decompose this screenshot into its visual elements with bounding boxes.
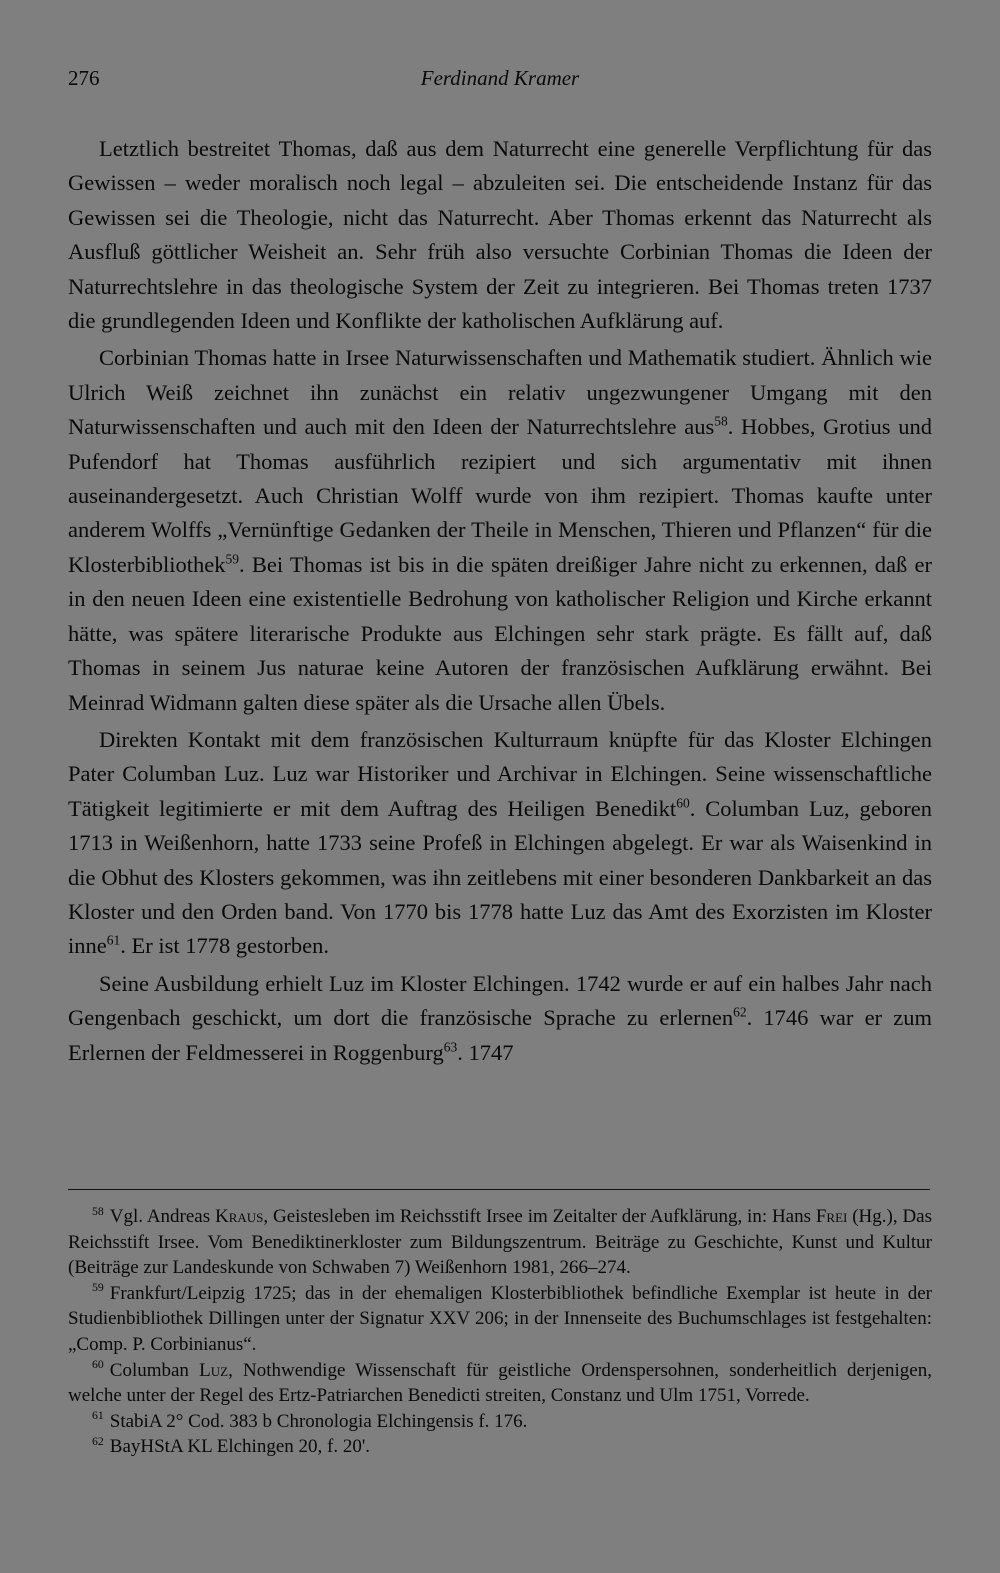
footnote-number: 59 [92,1281,104,1295]
book-page [68,0,932,1573]
footnote-text: , Nothwendige Wissenschaft für geistliche Ordenspersohnen, sonderheitlich derjenigen, welche unter der Regel des Ertz-Patriarchen Benedicti streiten, Constanz und Ulm 1751, Vorrede. [68,1359,932,1407]
footnote-divider [68,1189,930,1190]
footnote [68,1358,932,1409]
paragraph-text: . Er ist 1778 gestorben. [120,933,329,959]
footnote-number: 60 [92,1358,104,1372]
footnote-number: 62 [92,1435,104,1449]
footnote-text: Vgl. Andreas [109,1206,215,1227]
paragraph-text: . 1746 war er zum Erlernen der Feldmesserei in Roggenburg [68,1005,932,1065]
footnote [68,1434,932,1460]
footnotes [68,1204,932,1460]
paragraph-text: Corbinian Thomas hatte in Irsee Naturwissenschaften und Mathematik studiert. Ähnlich wie Ulrich Weiß zeichnet ihn zunächst ein relativ ungezwungener Umgang mit den Naturwissenschaften und auch mit den Ideen der Naturrechtslehre aus [68,345,932,440]
paragraph-text: . 1747 [457,1039,514,1065]
paragraph [68,132,932,338]
running-header [68,66,932,96]
paragraph-text: . Columban Luz, geboren 1713 in Weißenhorn, hatte 1733 seine Profeß in Elchingen abgelegt. Er war als Waisenkind in die Obhut des Klosters gekommen, was ihn zeitlebens mit einer besonderen Dankbarkeit an das Kloster und den Orden band. Von 1770 bis 1778 hatte Luz das Amt des Exorzisten im Kloster inne [68,795,932,959]
footnote-reference[interactable]: 62 [733,1004,747,1020]
footnote-reference[interactable]: 61 [106,932,121,948]
footnote-reference[interactable]: 58 [714,413,728,429]
paragraph [68,723,932,964]
author-name: Frei [815,1206,848,1227]
footnote [68,1409,932,1435]
footnote-text: (Hg.), Das Reichsstift Irsee. Vom Benediktinerkloster zum Bildungszentrum. Beiträge zu Geschichte, Kunst und Kultur (Beiträge zur Landeskunde von Schwaben 7) Weißenhorn 1981, 266–274. [68,1206,932,1279]
footnote-number: 58 [92,1204,104,1218]
footnote-text: BayHStA KL Elchingen 20, f. 20'. [109,1436,371,1458]
footnote-reference[interactable]: 63 [443,1039,458,1055]
footnote-number: 61 [92,1409,104,1423]
paragraph-text: Direkten Kontakt mit dem französischen Kulturraum knüpfte für das Kloster Elchingen Pater Columban Luz. Luz war Historiker und Archivar in Elchingen. Seine wissenschaftliche Tätigkeit legitimierte er mit dem Auftrag des Heiligen Benedikt [68,726,932,821]
paragraph [68,341,932,719]
paragraph-text: . Hobbes, Grotius und Pufendorf hat Thomas ausführlich rezipiert und sich argumentativ mit ihnen auseinandergesetzt. Auch Christian Wolff wurde von ihm rezipiert. Thomas kaufte unter anderem Wolffs „Vernünftige Gedanken der Theile in Menschen, Thieren und Pflanzen“ für die Klosterbibliothek [68,414,932,577]
footnote-text: StabiA 2° Cod. 383 b Chronologia Elchingensis f. 176. [109,1410,528,1432]
footnote [68,1204,932,1281]
footnote-reference[interactable]: 59 [225,551,239,567]
paragraph [68,967,932,1070]
author-name: Luz [199,1359,229,1381]
paragraph-text: Seine Ausbildung erhielt Luz im Kloster Elchingen. 1742 wurde er auf ein halbes Jahr nach Gengenbach geschickt, um dort die französische Sprache zu erlernen [68,970,932,1031]
footnote [68,1281,932,1358]
running-header-author: Ferdinand Kramer [420,66,580,90]
footnote-reference[interactable]: 60 [676,795,690,811]
footnote-text: Frankfurt/Leipzig 1725; das in der ehemaligen Klosterbibliothek befindliche Exemplar ist heute in der Studienbibliothek Dillingen unter der Signatur XXV 206; in der Innenseite des Buchumschlages ist festgehalten: „Comp. P. Corbinianus“. [68,1282,932,1355]
page-number: 276 [68,66,100,90]
paragraph-text: . Bei Thomas ist bis in die späten dreißiger Jahre nicht zu erkennen, daß er in den neuen Ideen eine existentielle Bedrohung von katholischer Religion und Kirche erkannt hätte, was spätere literarische Produkte aus Elchingen sehr stark prägte. Es fällt auf, daß Thomas in seinem Jus naturae keine Autoren der französischen Aufklärung erwähnt. Bei Meinrad Widmann galten diese später als die Ursache allen Übels. [68,551,932,715]
main-text [68,132,932,1070]
footnote-text: , Geistesleben im Reichsstift Irsee im Zeitalter der Aufklärung, in: Hans [263,1206,816,1227]
footnote-text: Columban [109,1359,200,1381]
paragraph-text: Letztlich bestreitet Thomas, daß aus dem Naturrecht eine generelle Verpflichtung für das Gewissen – weder moralisch noch legal – abzuleiten sei. Die entscheidende Instanz für das Gewissen sei die Theologie, nicht das Naturrecht. Aber Thomas erkennt das Naturrecht als Ausfluß göttlicher Weisheit an. Sehr früh also versuchte Corbinian Thomas die Ideen der Naturrechtslehre in das theologische System der Zeit zu integrieren. Bei Thomas treten 1737 die grundlegenden Ideen und Konflikte der katholischen Aufklärung auf. [68,136,932,334]
author-name: Kraus [214,1206,264,1227]
